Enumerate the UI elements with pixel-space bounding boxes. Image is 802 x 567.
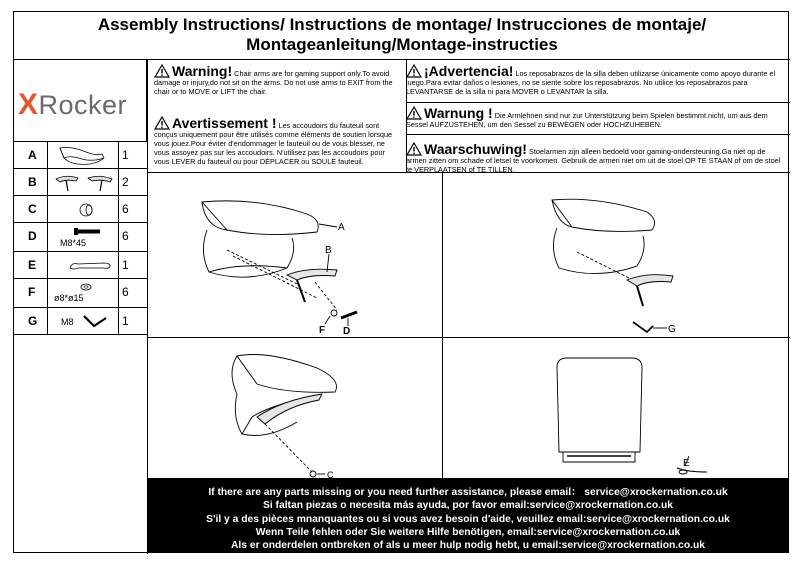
warning-text: Chair arms are for gaming support only.To avoid damage or injury,do not sit on the arms. Do not use arms to EXIT from the chair or to MOVE or LIFT the chair.: [154, 69, 393, 96]
warning-heading: Avertissement !: [172, 115, 277, 131]
step-2-label-g: G: [668, 324, 676, 335]
part-quantity: 2: [122, 175, 129, 189]
page-title: [14, 12, 790, 60]
brand-logo: XRocker: [18, 88, 128, 121]
footer-line-de: Wenn Teile fehlen oder Sie weitere Hilfe benötigen, email:service@xrockernation.co.uk: [255, 526, 681, 538]
warning-en: [151, 62, 401, 110]
armrest-icon: [52, 171, 118, 194]
part-row-c: [14, 196, 147, 223]
support-footer: [147, 478, 789, 553]
chair-shell-icon: [52, 144, 118, 167]
part-row-f: [14, 279, 147, 308]
warning-triangle-icon: [406, 142, 422, 156]
warning-triangle-icon: [154, 64, 170, 78]
warning-heading: Waarschuwing!: [424, 141, 527, 157]
warning-heading: Warnung !: [424, 105, 493, 121]
part-letter: C: [28, 202, 37, 216]
step-1-diagram: [202, 201, 357, 326]
part-row-d: [14, 223, 147, 252]
part-letter: E: [28, 258, 37, 272]
title-line-1: Assembly Instructions/ Instructions de montage/ Instrucciones de montaje/: [97, 15, 707, 34]
warning-triangle-icon: [406, 64, 422, 78]
warning-es: [403, 62, 789, 102]
step-3-diagram: [232, 355, 337, 478]
part-row-a: [14, 142, 147, 169]
warning-text: Die Armlehnen sind nur zur Unterstützung beim Spielen bestimmt.nicht, um aus dem Sessel AUFZUSTEHEN, um den Sessel zu BEWEGEN oder HOCHZUHEBEN.: [406, 111, 768, 129]
instruction-sheet: [13, 11, 789, 553]
part-size-label: M8*45: [60, 238, 87, 248]
step-2-diagram: [552, 199, 673, 332]
warning-text: Stoelarmen zijn alleen bedoeld voor gaming-ondersteuning.Ga niet op de armen zitten om schade of letsel te voorkomen. Gebruik de armen niet om uit de stoel OP TE STAAN of om de stoel te VERPLAATSEN of TE TILLEN.: [406, 147, 781, 174]
part-quantity: 6: [122, 229, 129, 243]
part-size-label: ø8*ø15: [54, 293, 84, 303]
part-row-g: [14, 308, 147, 335]
step-3-label-c: C: [327, 470, 334, 478]
assembly-diagrams: [147, 172, 790, 478]
warnings-panel: [147, 60, 790, 173]
warning-text: Les accoudoirs du fauteuil sont conçus uniquement pour être utilisés comme éléments de soutien lorsque vous jouez.Pour éviter d'endommager le fauteuil ou de vous blesser, ne vous assoyez pas sur les accoudoirs. N'utilisez pas les accoudoirs pour vous LEVER du fauteuil ou pour DÉPLACER ou SOULE fauteuil.: [154, 121, 393, 166]
warning-heading: Warning!: [172, 63, 233, 79]
part-row-e: [14, 252, 147, 279]
part-quantity: 1: [122, 258, 129, 272]
warning-triangle-icon: [154, 116, 170, 130]
warning-de: [403, 104, 789, 138]
footer-line-fr: S'il y a des pièces mnanquantes ou si vous avez besoin d'aide, veuillez email:service@xrockernation.co.uk: [206, 513, 730, 525]
parts-list: [14, 142, 147, 335]
part-letter: B: [28, 175, 37, 189]
allen-key-icon: [52, 310, 118, 333]
cap-icon: [52, 198, 118, 221]
wrench-icon: [52, 254, 118, 277]
title-line-2: Montageanleitung/Montage-instructies: [246, 35, 558, 54]
footer-line-nl: Als er onderdelen ontbreken of als u meer hulp nodig hebt, u email:service@xrockernation.co.uk: [230, 540, 706, 552]
part-quantity: 1: [122, 148, 129, 162]
part-size-label: M8: [61, 317, 74, 327]
part-quantity: 1: [122, 314, 129, 328]
logo-cell: [14, 60, 147, 142]
step-1-label-b: B: [325, 245, 332, 256]
footer-line-en: If there are any parts missing or you need further assistance, please email： service@xrockernation.co.uk: [208, 487, 728, 498]
step-4-diagram: [557, 358, 707, 474]
part-letter: D: [28, 229, 37, 243]
part-quantity: 6: [122, 202, 129, 216]
warning-heading: ¡Advertencia!: [424, 63, 514, 79]
warning-nl: [403, 140, 789, 172]
warning-text: Los reposabrazos de la silla deben utilizarse únicamente como apoyo durante el juego.Para evitar daños o lesiones, no se siente sobre los reposabrazos. No utilice los reposabrazos para LEVANTARSE de la silla ni para MOVER o LEVANTAR la silla.: [406, 69, 776, 96]
footer-line-es: Si faltan piezas o necesita más ayuda, por favor email:service@xrockernation.co.uk: [262, 500, 674, 512]
part-quantity: 6: [122, 285, 129, 299]
step-1-label-f: F: [319, 325, 326, 336]
part-row-b: [14, 169, 147, 196]
part-letter: F: [28, 285, 36, 299]
step-1-label-d: D: [343, 326, 351, 337]
step-1-label-a: A: [338, 222, 345, 233]
part-letter: G: [28, 314, 38, 328]
warning-triangle-icon: [406, 106, 422, 120]
step-4-label-e: E: [683, 458, 690, 469]
warning-fr: [151, 114, 401, 172]
part-letter: A: [28, 148, 37, 162]
